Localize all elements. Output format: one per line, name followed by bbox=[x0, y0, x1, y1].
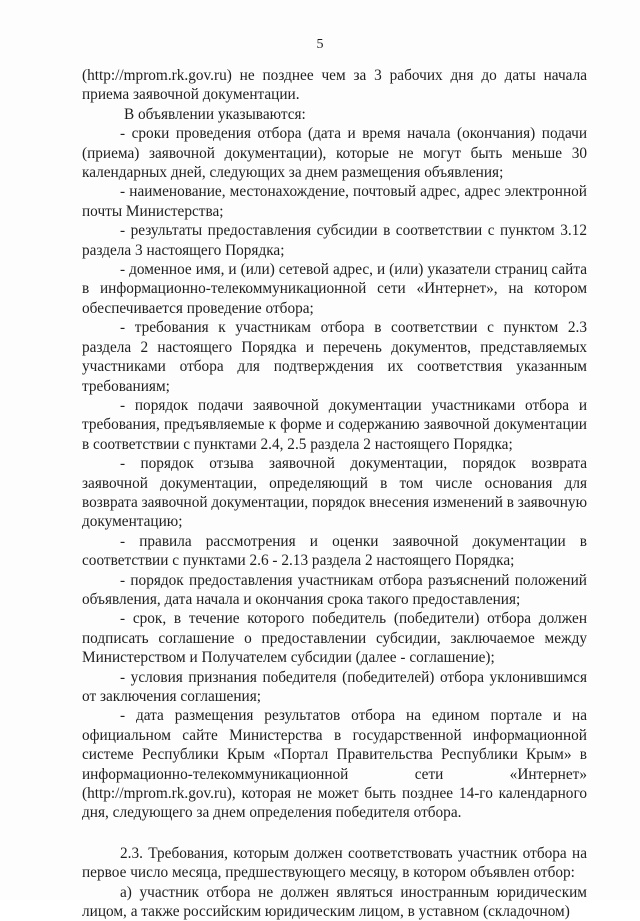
list-item-agreement-deadline: - срок, в течение которого победитель (победители) отбора должен подписать соглашение о предоставлении субсидии, заключаемое между Министерством и Получателем субсидии (далее - соглашение); bbox=[82, 610, 587, 667]
list-item-ministry-contacts: - наименование, местонахождение, почтовый адрес, адрес электронной почты Министерства; bbox=[82, 183, 587, 220]
list-item-results-publication: - дата размещения результатов отбора на едином портале и на официальном сайте Министерства в государственной информационной системе Республики Крым «Портал Правительства Республики Крым» в информационно-телекоммуникационной сети «Интернет» (http://mprom.rk.gov.ru), которая не может быть позднее 14-го календарного дня, следующего за днем определения победителя отбора. bbox=[82, 707, 587, 822]
list-item-subsidy-results: - результаты предоставления субсидии в соответствии с пунктом 3.12 раздела 3 настоящего Порядка; bbox=[82, 222, 587, 259]
list-item-evaluation-rules: - правила рассмотрения и оценки заявочной документации в соответствии с пунктами 2.6 - 2.13 раздела 2 настоящего Порядка; bbox=[82, 532, 587, 570]
list-item-clarifications: - порядок предоставления участникам отбора разъяснений положений объявления, дата начала и окончания срока такого предоставления; bbox=[82, 571, 587, 608]
page-number: 5 bbox=[316, 37, 324, 52]
list-item-domain-name: - доменное имя, и (или) сетевой адрес, и (или) указатели страниц сайта в информационно-телекоммуникационной сети «Интернет», на котором обеспечивается проведение отбора; bbox=[82, 261, 587, 317]
list-item-withdrawal-procedure: - порядок отзыва заявочной документации, порядок возврата заявочной документации, определяющий в том числе основания для возврата заявочной документации, порядок внесения изменений в заявочную документацию; bbox=[82, 455, 587, 531]
list-item-participant-requirements: - требования к участникам отбора в соответствии с пунктом 2.3 раздела 2 настоящего Порядка и перечень документов, представляемых участниками отбора для подтверждения их соответствия указанным требованиям; bbox=[82, 319, 587, 395]
paragraph-intro: В объявлении указываются: bbox=[124, 105, 306, 123]
list-item-evasion-conditions: - условия признания победителя (победителей) отбора уклонившимся от заключения соглашения; bbox=[82, 668, 587, 705]
list-item-foreign-entity: а) участник отбора не должен являться иностранным юридическим лицом, а также российским юридическим лицом, в уставном (складочном) bbox=[82, 883, 587, 921]
paragraph-continuation: (http://mprom.rk.gov.ru) не позднее чем за 3 рабочих дня до даты начала приема заявочной документации. bbox=[82, 67, 587, 104]
list-item-submission-procedure: - порядок подачи заявочной документации участниками отбора и требования, предъявляемые к форме и содержанию заявочной документации в соответствии с пунктами 2.4, 2.5 раздела 2 настоящего Порядка; bbox=[82, 396, 587, 453]
document-body bbox=[82, 66, 587, 921]
list-item-deadlines: - сроки проведения отбора (дата и время начала (окончания) подачи (приема) заявочной документации), которые не могут быть меньше 30 календарных дней, следующих за днем размещения объявления; bbox=[82, 125, 587, 182]
section-2-3-heading: 2.3. Требования, которым должен соответствовать участник отбора на первое число месяца, предшествующего месяцу, в котором объявлен отбор: bbox=[82, 844, 587, 882]
